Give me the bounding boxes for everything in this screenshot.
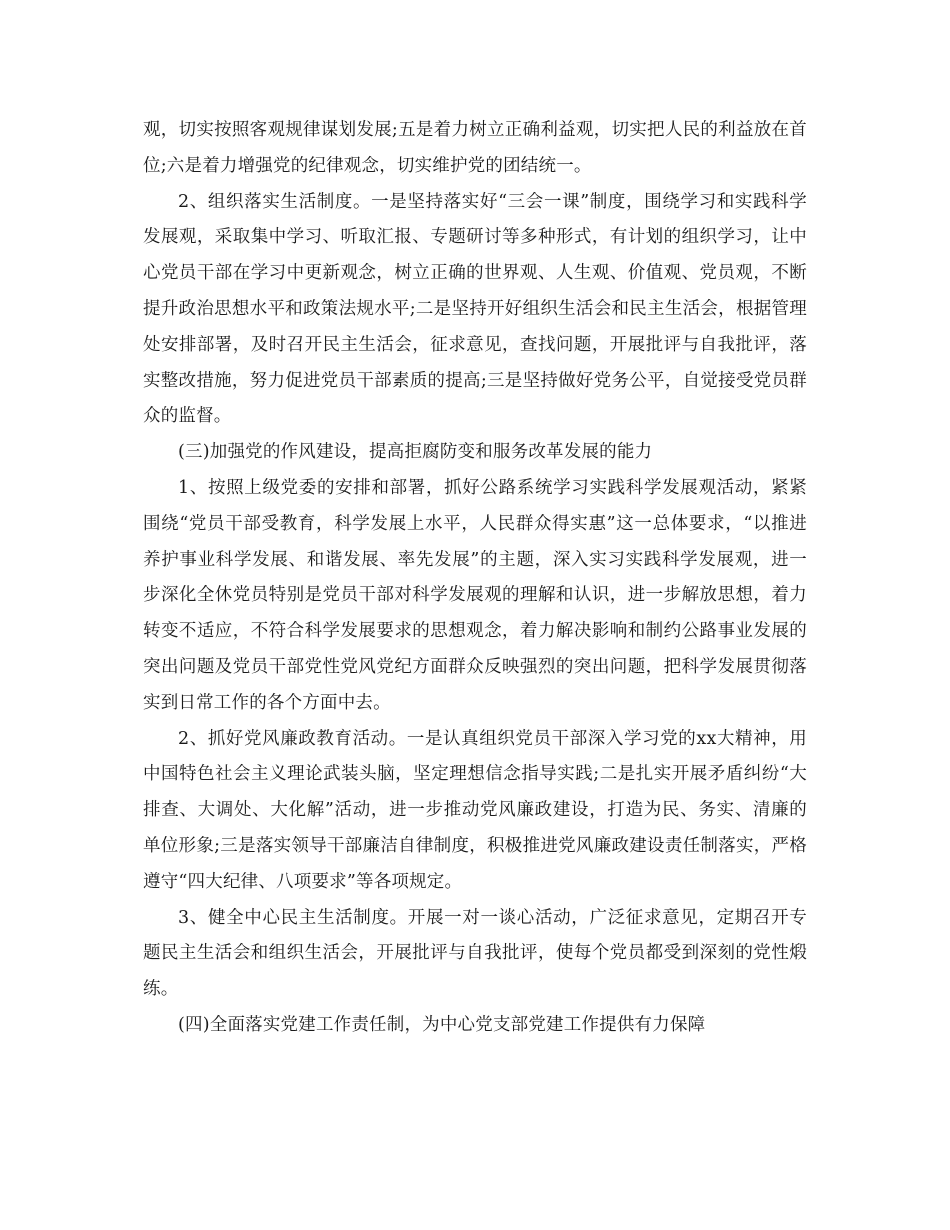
paragraph-continuation: 观，切实按照客观规律谋划发展;五是着力树立正确利益观，切实把人民的利益放在首位;六是着力增强党的纪律观念，切实维护党的团结统一。 (143, 120, 807, 176)
paragraph-anti-corruption-education: 2、抓好党风廉政教育活动。一是认真组织党员干部深入学习党的xx大精神，用中国特色社会主义理论武装头脑，坚定理想信念指导实践;二是扎实开展矛盾纠纷“大排查、大调处、大化解”活动，进一步推动党风廉政建设，打造为民、务实、清廉的单位形象;三是落实领导干部廉洁自律制度，积极推进党风廉政建设责任制落实，严格遵守“四大纪律、八项要求”等各项规定。 (143, 728, 807, 892)
paragraph-democratic-life-system: 3、健全中心民主生活制度。开展一对一谈心活动，广泛征求意见，定期召开专题民主生活会和组织生活会，开展批评与自我批评，使每个党员都受到深刻的党性煅练。 (143, 907, 807, 1000)
paragraph-organize-life-system: 2、组织落实生活制度。一是坚持落实好“三会一课”制度，围绕学习和实践科学发展观，采取集中学习、听取汇报、专题研讨等多种形式，有计划的组织学习，让中心党员干部在学习中更新观念，树立正确的世界观、人生观、价值观、党员观，不断提升政治思想水平和政策法规水平;二是坚持开好组织生活会和民主生活会，根据管理处安排部署，及时召开民主生活会，征求意见，查找问题，开展批评与自我批评，落实整改措施，努力促进党员干部素质的提高;三是坚持做好党务公平，自觉接受党员群众的监督。 (143, 191, 807, 427)
paragraph-scientific-development: 1、按照上级党委的安排和部署，抓好公路系统学习实践科学发展观活动，紧紧围绕“党员干部受教育，科学发展上水平，人民群众得实惠”这一总体要求，“以推进养护事业科学发展、和谐发展、率先发展”的主题，深入实习实践科学发展观，进一步深化全休党员特别是党员干部对科学发展观的理解和认识，进一步解放思想，着力转变不适应，不符合科学发展要求的思想观念，着力解决影响和制约公路事业发展的突出问题及党员干部党性党风党纪方面群众反映强烈的突出问题，把科学发展贯彻落实到日常工作的各个方面中去。 (143, 477, 807, 713)
section-heading-3: (三)加强党的作风建设，提高拒腐防变和服务改革发展的能力 (178, 442, 653, 463)
section-heading-4: (四)全面落实党建工作责任制，为中心党支部党建工作提供有力保障 (178, 1014, 706, 1035)
document-body (143, 113, 807, 1044)
